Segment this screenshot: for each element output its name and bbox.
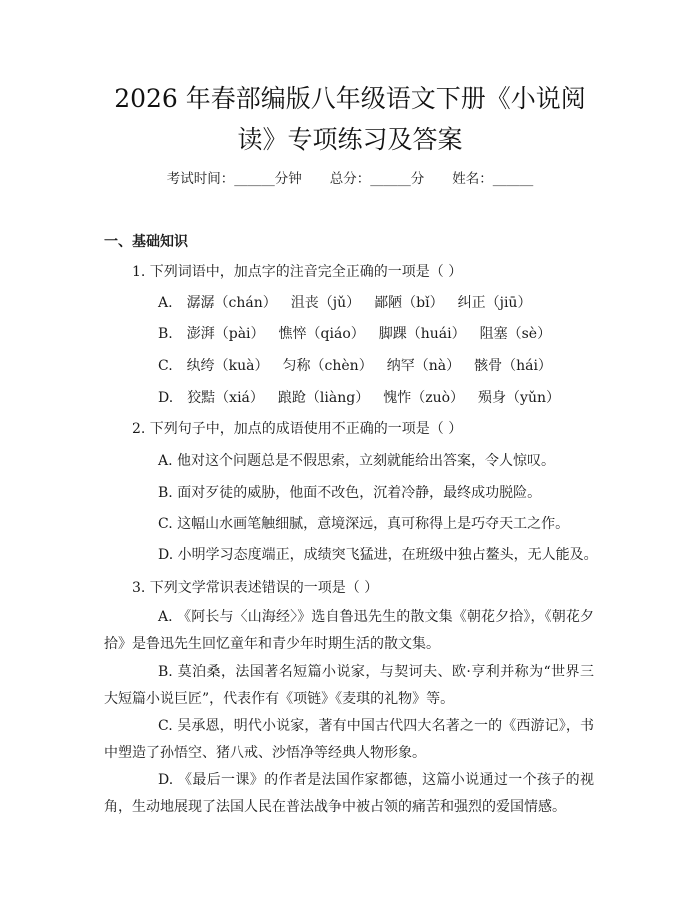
question-1-option-b: [158, 324, 565, 344]
option-word: 纨绔（kuà）: [186, 358, 269, 374]
option-word: 潺潺（chán）: [186, 295, 277, 311]
option-word: 阻塞（sè）: [479, 326, 552, 342]
option-word: 踉跄（liàng）: [277, 390, 370, 406]
question-3-option-b: B. 莫泊桑，法国著名短篇小说家，与契诃夫、欧·亨利并称为“世界三大短篇小说巨匠”，代表作有《项链》《麦琪的礼物》等。: [104, 664, 594, 707]
title-line-2: 读》专项练习及答案: [237, 125, 463, 154]
question-2-option-d: D. 小明学习态度端正，成绩突飞猛进，在班级中独占鳌头，无人能及。: [158, 547, 598, 563]
option-word: 沮丧（jǔ）: [290, 295, 361, 311]
option-word: 骸骨（hái）: [474, 358, 552, 374]
question-1-option-c: [158, 356, 566, 376]
question-3-option-a: A. 《阿长与〈山海经〉》选自鲁迅先生的散文集《朝花夕拾》，《朝花夕拾》是鲁迅先生回忆童年和青少年时期生活的散文集。: [104, 609, 594, 652]
page-title: [60, 78, 640, 160]
option-label: B.: [158, 326, 173, 342]
option-label: A.: [158, 295, 173, 311]
option-word: 纠正（jiū）: [457, 295, 532, 311]
option-word: 鄙陋（bǐ）: [374, 295, 444, 311]
option-label: D.: [158, 390, 174, 406]
question-2-option-b: B. 面对歹徒的威胁，他面不改色，沉着冷静，最终成功脱险。: [158, 485, 542, 501]
exam-score: 总分：______分: [329, 171, 425, 187]
question-2-option-a: A. 他对这个问题总是不假思索，立刻就能给出答案，令人惊叹。: [158, 453, 556, 469]
section-heading: 一、基础知识: [104, 234, 188, 250]
question-1-option-d: [158, 388, 574, 408]
question-3-stem: 3. 下列文学常识表述错误的一项是（ ）: [132, 580, 379, 596]
option-word: 憔悴（qiáo）: [278, 326, 365, 342]
question-2-stem: 2. 下列句子中，加点的成语使用不正确的一项是（ ）: [132, 421, 463, 437]
question-1-option-a: [158, 293, 545, 313]
question-2-option-c: C. 这幅山水画笔触细腻，意境深远，真可称得上是巧夺天工之作。: [158, 516, 570, 532]
option-label: C.: [158, 358, 173, 374]
exam-info: [0, 169, 700, 189]
option-word: 匀称（chèn）: [282, 358, 373, 374]
option-word: 狡黠（xiá）: [187, 390, 264, 406]
option-word: 澎湃（pài）: [186, 326, 265, 342]
title-line-1: 2026 年春部编版八年级语文下册《小说阅: [114, 84, 586, 113]
exam-time: 考试时间：______分钟: [166, 171, 302, 187]
question-3-option-c: C. 吴承恩，明代小说家，著有中国古代四大名著之一的《西游记》，书中塑造了孙悟空、猪八戒、沙悟净等经典人物形象。: [104, 718, 594, 761]
question-1-stem: 1. 下列词语中，加点字的注音完全正确的一项是（ ）: [132, 264, 463, 280]
option-word: 脚踝（huái）: [378, 326, 466, 342]
question-3-option-d: D. 《最后一课》的作者是法国作家都德，这篇小说通过一个孩子的视角，生动地展现了法国人民在普法战争中被占领的痛苦和强烈的爱国情感。: [104, 772, 594, 815]
option-word: 纳罕（nà）: [386, 358, 461, 374]
option-word: 愧怍（zuò）: [383, 390, 465, 406]
option-word: 殒身（yǔn）: [478, 390, 560, 406]
exam-name: 姓名：______: [452, 171, 534, 187]
